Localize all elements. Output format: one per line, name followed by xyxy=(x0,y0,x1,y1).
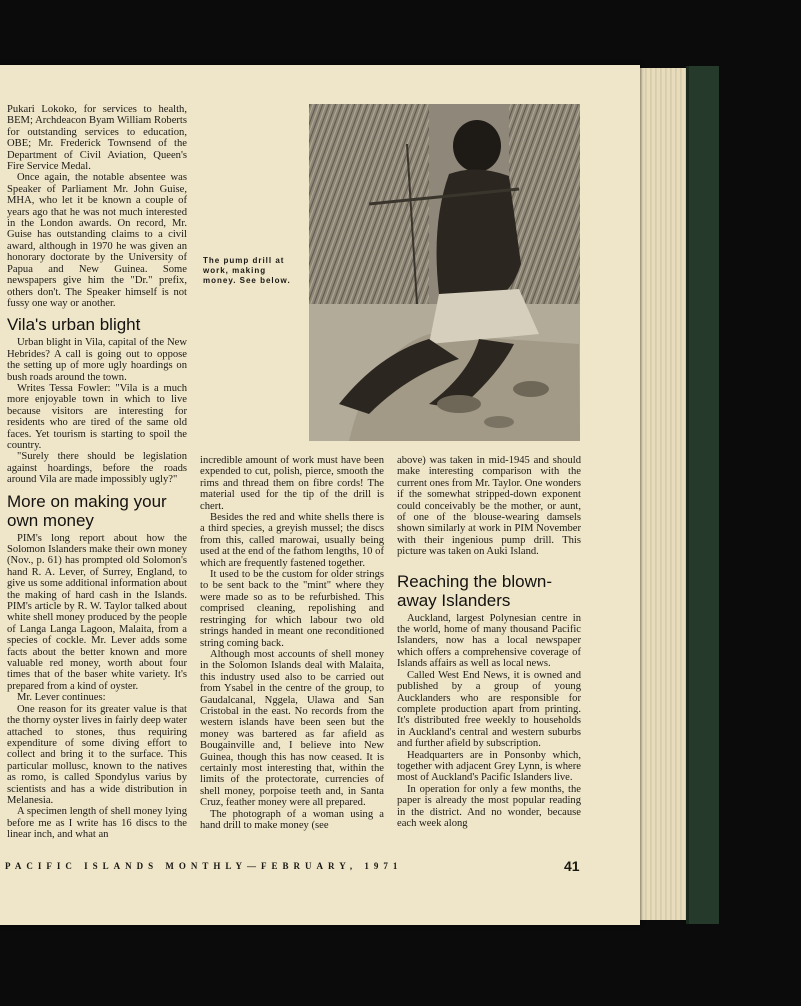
paragraph: Urban blight in Vila, capital of the New Hebrides? A call is going out to oppose the setting up of more ugly hoardings on bush roads around the town. xyxy=(7,337,187,383)
paragraph: Mr. Lever continues: xyxy=(17,692,106,704)
photo-illustration xyxy=(309,104,580,441)
paragraph: A specimen length of shell money lying before me as I write has 16 discs to the linear inch, and what an xyxy=(7,806,187,841)
paragraph: above) was taken in mid-1945 and should make interesting comparison with the current ones from Mr. Taylor. One wonders if the somewhat stripped-down exponent could conceivably be the mother, or aunt, of one of the blouse-wearing damsels shown similarly at work in PIM November with their ingenious pump drill. This picture was taken on Auki Island. xyxy=(397,455,581,558)
paragraph: PIM's long report about how the Solomon Islanders make their own money (Nov., p. 61) has prompted old Solomon's hand R. A. Lever, of Surrey, England, to give us some additional information about the making of hard cash in the Islands. PIM's article by R. W. Taylor talked about white shell money produced by the people of Langa Langa Lagoon, Malaita, from a species of cockle. Mr. Lever adds some facts about the better known and more valuable red money, worth about four times that of the baser white variety. It's prepared from a kind of oyster. xyxy=(7,532,187,692)
heading-reaching: Reaching the blown-away Islanders xyxy=(397,571,552,610)
photo-caption: The pump drill at work, making money. See below. xyxy=(203,256,291,285)
running-footer: PACIFIC ISLANDS MONTHLY—FEBRUARY, 1971 xyxy=(5,861,403,871)
heading-vila: Vila's urban blight xyxy=(7,315,141,335)
paragraph: Although most accounts of shell money in the Solomon Islands deal with Malaita, this industry used also to be carried out from Ysabel in the centre of the group, to Gaudalcanal, Nggela, Ulawa and San Cristobal in the east. No records from the western islands have been seen but the money was bartered as far afield as Bougainville and, I believe into New Guinea, though this has now ceased. It is certainly most interesting that, within the limits of the protectorate, currencies of shell money, porpoise teeth and, in Santa Cruz, feather money were all prepared. xyxy=(200,648,384,809)
paragraph: The photograph of a woman using a hand drill to make money (see xyxy=(200,808,384,831)
column-left xyxy=(7,104,187,841)
paragraph: Besides the red and white shells there is a third species, a greyish mussel; the discs from this, called marowai, usually being used at the end of the fathom lengths, 10 of which are frequently fastened together. xyxy=(200,512,384,569)
paragraph: One reason for its greater value is that the thorny oyster lives in fairly deep water attached to stones, thus requiring expenditure of some diving effort to collect and bring it to the surface. This particular mollusc, known to the natives as romo, is called Spondylus varius by scientists and has a wide distribution in Melanesia. xyxy=(7,703,187,806)
paragraph: Writes Tessa Fowler: "Vila is a much more enjoyable town in which to live because visitors are interesting for residents who are tired of the same old faces. Yet tourism is starting to spoil the country. xyxy=(7,382,187,451)
paragraph: Headquarters are in Ponsonby which, together with adjacent Grey Lynn, is where most of Auckland's Pacific Islanders live. xyxy=(397,749,581,784)
paragraph: incredible amount of work must have been expended to cut, polish, pierce, smooth the rims and thread them on fibre cords! The material used for the tip of the drill is chert. xyxy=(200,455,384,512)
paragraph: Auckland, largest Polynesian centre in the world, home of many thousand Pacific Islanders, now has a local newspaper which offers a comprehensive coverage of Islands affairs as well as local news. xyxy=(397,612,581,670)
paragraph: Once again, the notable absentee was Speaker of Parliament Mr. John Guise, MHA, who let it be known a couple of years ago that he was not much interested in the London awards. On record, Mr. Guise has outstanding claims to a civil award, although in 1970 he was given an honorary doctorate by the University of Papua and New Guinea. Some newspapers give him the "Dr." prefix, others don't. The Speaker himself is not fussy one way or another. xyxy=(7,172,187,309)
heading-money: More on making your own money xyxy=(7,491,167,530)
paragraph: Pukari Lokoko, for services to health, BEM; Archdeacon Byam William Roberts for outstanding services to education, OBE; Mr. Frederick Townsend of the Department of Civil Aviation, Queen's Fire Service Medal. xyxy=(7,104,187,173)
column-middle xyxy=(200,455,384,831)
paragraph: Called West End News, it is owned and published by a group of young Aucklanders who are responsible for complete production apart from printing. It's distributed free weekly to households in Auckland's central and western suburbs and further afield by subscription. xyxy=(397,669,581,750)
paragraph: In operation for only a few months, the paper is already the most popular reading in the district. And no wonder, because each week along xyxy=(397,783,581,829)
photo-woman-drilling-shell-money xyxy=(309,104,580,441)
column-right xyxy=(397,455,581,829)
paragraph: It used to be the custom for older strings to be sent back to the "mint" where they were made so as to be refurbished. This comprised cleaning, repolishing and restringing for which labour two old strings handed in meant one reconditioned string coming back. xyxy=(200,569,384,649)
page-number: 41 xyxy=(564,858,580,874)
book-cover xyxy=(686,66,719,924)
paragraph: "Surely there should be legislation against hoardings, before the roads around Vila are made impossibly ugly?" xyxy=(7,451,187,486)
